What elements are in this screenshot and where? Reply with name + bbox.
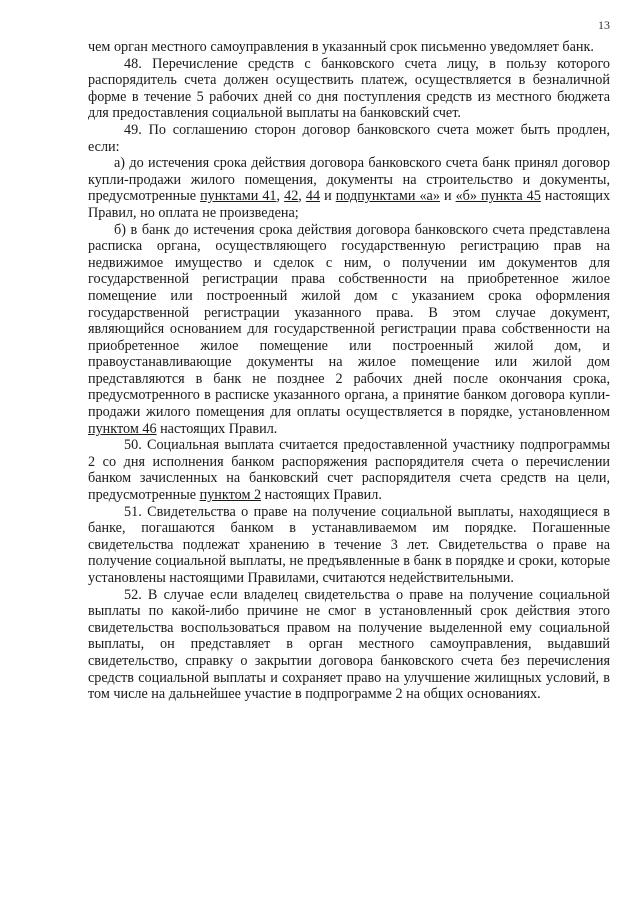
reference-link-44[interactable]: 44 [305,188,321,205]
paragraph-50: 50. Социальная выплата считается предоставленной участнику подпрограммы 2 со дня исполнения банком распоряжения распорядителя счета о перечислении банком зачисленных на банковский счет распорядителя счета средств на цели, предусмотренные пунктом 2 настоящих Правил. [88,437,610,504]
paragraph-51: 51. Свидетельства о праве на получение социальной выплаты, находящиеся в банке, погашаются банком в устанавливаемом им порядке. Погашенные свидетельства подлежат хранению в течение 3 лет. Свидетельства о праве на получение социальной выплаты, не предъявленные в банк в порядке и сроки, которые установлены настоящими Правилами, считаются недействительными. [88,503,610,586]
paragraph-49-a: а) до истечения срока действия договора банковского счета банк принял договор купли-продажи жилого помещения, документы на строительство и документы, предусмотренные пунктами 41, 42, 44 и подпунктами «а» и «б» пункта 45 настоящих Правил, но оплата не произведена; [88,155,611,221]
reference-link-42[interactable]: 42 [284,188,299,205]
paragraph-continuation: чем орган местного самоуправления в указанный срок письменно уведомляет банк. [88,39,594,55]
reference-link-45a[interactable]: подпунктами «а» [335,188,440,205]
document-body [88,39,610,703]
reference-link-45b[interactable]: «б» пункта 45 [455,188,541,205]
paragraph-49: 49. По соглашению сторон договор банковского счета может быть продлен, если: [88,121,610,155]
paragraph-48: 48. Перечисление средств с банковского счета лицу, в пользу которого распорядитель счета должен осуществить платеж, осуществляется в безналичной форме в течение 5 рабочих дней со дня поступления средств из местного бюджета для предоставления социальной выплаты на банковский счет. [88,55,610,122]
paragraph-52: 52. В случае если владелец свидетельства о праве на получение социальной выплаты по какой-либо причине не смог в установленный срок действия этого свидетельства воспользоваться правом на получение выделенной ему социальной выплаты, он представляет в орган местного самоуправления, выдавший свидетельство, справку о закрытии договора банковского счета без перечисления средств социальной выплаты и сохраняет право на улучшение жилищных условий, в том числе на дальнейшее участие в подпрограмме 2 на общих основаниях. [88,586,610,703]
paragraph-49-b: б) в банк до истечения срока действия договора банковского счета представлена расписка органа, осуществляющего государственную регистрацию прав на недвижимое имущество и сделок с ним, о получении им документов для государственной регистрации права собственности на приобретенное жилое помещение или построенный жилой дом с указанием срока оформления государственной регистрации указанного права. В этом случае документ, являющийся основанием для государственной регистрации права собственности на приобретенное жилое помещение или построенный жилой дом, и правоустанавливающие документы на жилое помещение или жилой дом представляются в банк не позднее 2 рабочих дней после окончания срока, предусмотренного в расписке указанного органа, а принятие банком договора купли-продажи жилого помещения для оплаты осуществляется в порядке, установленном пунктом 46 настоящих Правил. [88,221,610,437]
reference-link-46[interactable]: пунктом 46 [88,420,157,437]
reference-link-2[interactable]: пунктом 2 [199,487,262,504]
reference-link-41[interactable]: пунктами 41 [200,188,277,205]
page-number: 13 [598,18,610,32]
